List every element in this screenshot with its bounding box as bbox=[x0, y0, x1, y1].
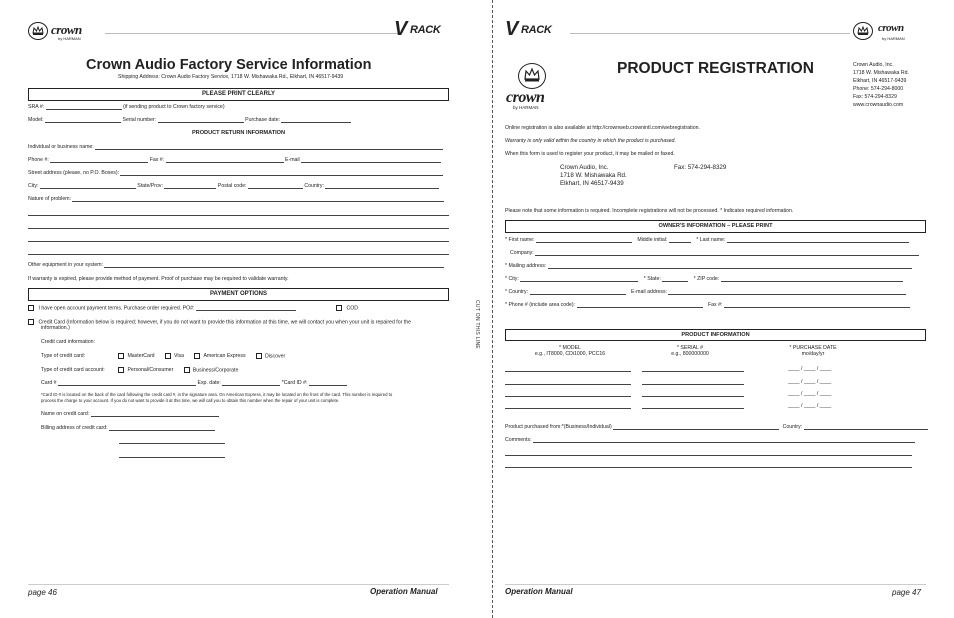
first-name-field[interactable] bbox=[536, 237, 632, 243]
phone-label: Phone #: bbox=[28, 157, 49, 163]
required-note: Please note that some information is required. Incomplete registrations will not be processed. * Indicates required information. bbox=[505, 208, 794, 214]
brand-by: by HARMAN bbox=[882, 36, 905, 41]
exp-date-field[interactable] bbox=[222, 380, 280, 386]
name-on-card-label: Name on credit card: bbox=[41, 411, 90, 417]
other-equipment-field[interactable] bbox=[104, 262, 444, 268]
cut-line-label: CUT ON THIS LINE bbox=[474, 300, 480, 350]
card-id-field[interactable] bbox=[309, 380, 347, 386]
crown-logo-icon bbox=[28, 22, 48, 40]
country-field[interactable] bbox=[530, 289, 626, 295]
footer-manual: Operation Manual bbox=[505, 587, 573, 596]
zip-field[interactable] bbox=[721, 276, 903, 282]
serial-col-header: * SERIAL # bbox=[676, 345, 704, 351]
model-row-field[interactable] bbox=[505, 396, 631, 397]
country-field[interactable] bbox=[325, 183, 439, 189]
serial-label: Serial number: bbox=[122, 117, 157, 123]
billing-address-line[interactable] bbox=[119, 457, 225, 458]
page-title: Crown Audio Factory Service Information bbox=[86, 57, 372, 73]
right-page bbox=[478, 0, 954, 618]
print-clearly-header: PLEASE PRINT CLEARLY bbox=[28, 88, 449, 101]
purchase-date-label: Purchase date: bbox=[245, 117, 281, 123]
date-row-field[interactable]: ____ / ____ / ____ bbox=[788, 366, 832, 372]
model-field[interactable] bbox=[45, 117, 121, 123]
last-name-label: * Last name: bbox=[696, 237, 726, 243]
serial-row-field[interactable] bbox=[642, 384, 744, 385]
state-label: State/Prov: bbox=[137, 183, 163, 189]
address-line: Elkhart, IN 46517-9439 bbox=[853, 78, 907, 84]
credit-card-text-1: Credit Card (Information below is required; however, if you do not want to provide this information at this time, we will contact you when your unit is repaired for the bbox=[38, 319, 411, 326]
email-field[interactable] bbox=[668, 289, 906, 295]
purchased-country-field[interactable] bbox=[804, 424, 928, 430]
mail-address-line: Elkhart, IN 46517-9439 bbox=[560, 180, 624, 187]
amex-checkbox[interactable] bbox=[194, 353, 200, 359]
card-id-note-2: process the charge to your account. If you do not want to provide it at this time, we will call you to obtain this number when the repair of your unit is complete. bbox=[41, 398, 340, 403]
model-row-field[interactable] bbox=[505, 408, 631, 409]
street-field[interactable] bbox=[120, 170, 443, 176]
mail-address bbox=[560, 164, 627, 188]
state-field[interactable] bbox=[164, 183, 216, 189]
brand-by-large: by HARMAN bbox=[513, 105, 539, 110]
problem-field[interactable] bbox=[72, 196, 444, 202]
address-website: www.crownaudio.com bbox=[853, 102, 904, 108]
problem-line[interactable] bbox=[28, 254, 449, 255]
fax-field[interactable] bbox=[166, 157, 284, 163]
personal-checkbox[interactable] bbox=[118, 367, 124, 373]
card-id-label: *Card ID #: bbox=[281, 380, 308, 386]
business-label: Business/Corporate bbox=[192, 367, 239, 374]
sra-label: SRA #: bbox=[28, 104, 45, 110]
fax-label: Fax #: bbox=[149, 157, 165, 163]
first-name-label: * First name: bbox=[505, 237, 535, 243]
billing-address-field[interactable] bbox=[109, 425, 215, 431]
email-label: E-mail bbox=[285, 157, 300, 163]
date-col-format: mo/day/yr bbox=[801, 351, 825, 357]
cc-info-label: Credit card information: bbox=[41, 339, 95, 345]
comments-line[interactable] bbox=[505, 455, 912, 456]
comments-field[interactable] bbox=[533, 437, 915, 443]
model-label: Model: bbox=[28, 117, 44, 123]
middle-initial-field[interactable] bbox=[669, 237, 691, 243]
company-field[interactable] bbox=[535, 250, 919, 256]
online-registration-note: Online registration is also available at http://crownweb.crownintl.com/webregistration. bbox=[505, 125, 700, 131]
city-field[interactable] bbox=[520, 276, 638, 282]
serial-field[interactable] bbox=[158, 117, 244, 123]
footer-manual: Operation Manual bbox=[370, 587, 438, 596]
page-title: PRODUCT REGISTRATION bbox=[617, 60, 814, 77]
sra-field[interactable] bbox=[46, 104, 122, 110]
serial-row-field[interactable] bbox=[642, 408, 744, 409]
postal-field[interactable] bbox=[248, 183, 303, 189]
city-label: * City: bbox=[505, 276, 519, 282]
address-line: 1718 W. Mishawaka Rd. bbox=[853, 70, 909, 76]
comments-label: Comments: bbox=[505, 437, 532, 443]
amex-label: American Express bbox=[203, 353, 246, 360]
address-line: Crown Audio, Inc. bbox=[853, 62, 894, 68]
po-field[interactable] bbox=[196, 305, 296, 311]
warranty-valid-note: Warranty is only valid within the country in which the product is purchased. bbox=[505, 138, 676, 144]
card-id-note-1: *Card ID # is located on the back of the card following the credit card #, in the signature area. On American Express, it may be located on the front of the card. This number is required to bbox=[41, 392, 393, 397]
model-col-example: e.g., IT8000, CDi1000, PCC16 bbox=[534, 351, 606, 357]
last-name-field[interactable] bbox=[727, 237, 909, 243]
credit-card-checkbox[interactable] bbox=[28, 319, 34, 325]
mail-address-line: Crown Audio, Inc. bbox=[560, 164, 609, 171]
city-label: City: bbox=[28, 183, 39, 189]
model-row-field[interactable] bbox=[505, 371, 631, 372]
billing-address-label: Billing address of credit card: bbox=[41, 425, 108, 431]
v-logo-icon: V bbox=[505, 18, 519, 40]
phone-field[interactable] bbox=[577, 302, 703, 308]
series-logo: RACK bbox=[410, 24, 441, 36]
mailing-address-field[interactable] bbox=[548, 263, 912, 269]
business-name-label: Individual or business name: bbox=[28, 144, 94, 150]
mastercard-checkbox[interactable] bbox=[118, 353, 124, 359]
name-on-card-field[interactable] bbox=[91, 411, 219, 417]
purchased-from-field[interactable] bbox=[613, 424, 779, 430]
middle-initial-label: Middle initial: bbox=[637, 237, 668, 243]
problem-line[interactable] bbox=[28, 241, 449, 242]
sra-note: (if sending product to Crown factory service) bbox=[123, 104, 225, 110]
email-field[interactable] bbox=[301, 157, 441, 163]
fax-field-label: Fax #: bbox=[707, 302, 723, 308]
cod-checkbox[interactable] bbox=[336, 305, 342, 311]
cc-type-label: Type of credit card: bbox=[41, 353, 86, 360]
country-label: * Country: bbox=[505, 289, 529, 295]
billing-address-line[interactable] bbox=[119, 443, 225, 444]
postal-label: Postal code: bbox=[217, 183, 247, 189]
problem-line[interactable] bbox=[28, 228, 449, 229]
date-row-field[interactable]: ____ / ____ / ____ bbox=[788, 403, 832, 409]
crown-logo-icon bbox=[853, 22, 873, 40]
personal-label: Personal/Consumer bbox=[127, 367, 174, 374]
state-label: * State: bbox=[643, 276, 661, 282]
company-label: Company: bbox=[510, 250, 534, 256]
date-col-header: * PURCHASE DATE bbox=[789, 345, 837, 351]
email-label: E-mail address: bbox=[630, 289, 668, 295]
open-account-checkbox[interactable] bbox=[28, 305, 34, 311]
model-row-field[interactable] bbox=[505, 384, 631, 385]
open-account-label: I have open account payment terms. Purchase order required. PO#: bbox=[38, 305, 195, 312]
series-logo: RACK bbox=[521, 24, 552, 36]
visa-label: Visa bbox=[174, 353, 185, 360]
zip-label: * ZIP code: bbox=[693, 276, 720, 282]
mailing-address-label: * Mailing address: bbox=[505, 263, 547, 269]
address-fax: Fax: 574-294-8329 bbox=[853, 94, 897, 100]
mastercard-label: MasterCard bbox=[127, 353, 155, 360]
purchased-from-label: Product purchased from:*(Business/Individual) bbox=[505, 424, 612, 430]
visa-checkbox[interactable] bbox=[165, 353, 171, 359]
return-info-header: PRODUCT RETURN INFORMATION bbox=[191, 130, 286, 136]
city-field[interactable] bbox=[40, 183, 136, 189]
credit-card-text-2: information.) bbox=[41, 325, 70, 331]
card-number-field[interactable] bbox=[58, 380, 196, 386]
business-name-field[interactable] bbox=[95, 144, 443, 150]
address-block bbox=[853, 61, 909, 109]
shipping-address: Shipping Address: Crown Audio Factory Service, 1718 W. Mishawaka Rd., Elkhart, IN 46517-9439 bbox=[118, 74, 344, 80]
phone-field[interactable] bbox=[50, 157, 148, 163]
serial-row-field[interactable] bbox=[642, 371, 744, 372]
fax-number: Fax: 574-294-8329 bbox=[674, 164, 727, 171]
discover-label: Discover bbox=[265, 353, 286, 360]
brand-wordmark: crown bbox=[51, 22, 82, 37]
date-row-field[interactable]: ____ / ____ / ____ bbox=[788, 391, 832, 397]
payment-options-header: PAYMENT OPTIONS bbox=[28, 288, 449, 301]
card-number-label: Card # bbox=[41, 380, 57, 386]
business-checkbox[interactable] bbox=[184, 367, 190, 373]
comments-line[interactable] bbox=[505, 467, 912, 468]
other-equipment-label: Other equipment in your system: bbox=[28, 262, 103, 268]
cc-account-label: Type of credit card account: bbox=[41, 367, 105, 374]
product-info-header: PRODUCT INFORMATION bbox=[505, 329, 926, 341]
mail-address-line: 1718 W. Mishawaka Rd. bbox=[560, 172, 627, 179]
footer-page-number: page 47 bbox=[892, 588, 921, 597]
serial-col-example: e.g., 800000000 bbox=[671, 351, 709, 357]
date-row-field[interactable]: ____ / ____ / ____ bbox=[788, 379, 832, 385]
serial-row-field[interactable] bbox=[642, 396, 744, 397]
phone-label: * Phone # (include area code): bbox=[505, 302, 576, 308]
footer-page-number: page 46 bbox=[28, 588, 57, 597]
cod-label: COD bbox=[346, 305, 358, 312]
state-field[interactable] bbox=[662, 276, 688, 282]
crown-large-logo-icon bbox=[518, 63, 546, 89]
brand-by: by HARMAN bbox=[58, 36, 81, 41]
street-label: Street address (please, no P.O. Boxes): bbox=[28, 170, 120, 176]
model-col-header: * MODEL bbox=[559, 345, 581, 351]
owner-info-header: OWNER'S INFORMATION – PLEASE PRINT bbox=[505, 220, 926, 233]
warranty-note: If warranty is expired, please provide method of payment. Proof of purchase may be required to validate warranty. bbox=[28, 276, 289, 282]
brand-wordmark-large: crown bbox=[506, 89, 545, 106]
problem-line[interactable] bbox=[28, 215, 449, 216]
mail-or-fax-note: When this form is used to register your product, it may be mailed or faxed. bbox=[505, 151, 675, 157]
brand-wordmark: crown bbox=[878, 22, 904, 34]
fax-field[interactable] bbox=[724, 302, 910, 308]
exp-date-label: Exp. date: bbox=[197, 380, 221, 386]
address-phone: Phone: 574-294-8000 bbox=[853, 86, 904, 92]
country-label: Country: bbox=[304, 183, 324, 189]
discover-checkbox[interactable] bbox=[256, 353, 262, 359]
v-logo-icon: V bbox=[394, 18, 408, 40]
purchased-country-label: Country: bbox=[782, 424, 803, 430]
purchase-date-field[interactable] bbox=[281, 117, 351, 123]
problem-label: Nature of problem: bbox=[28, 196, 71, 202]
